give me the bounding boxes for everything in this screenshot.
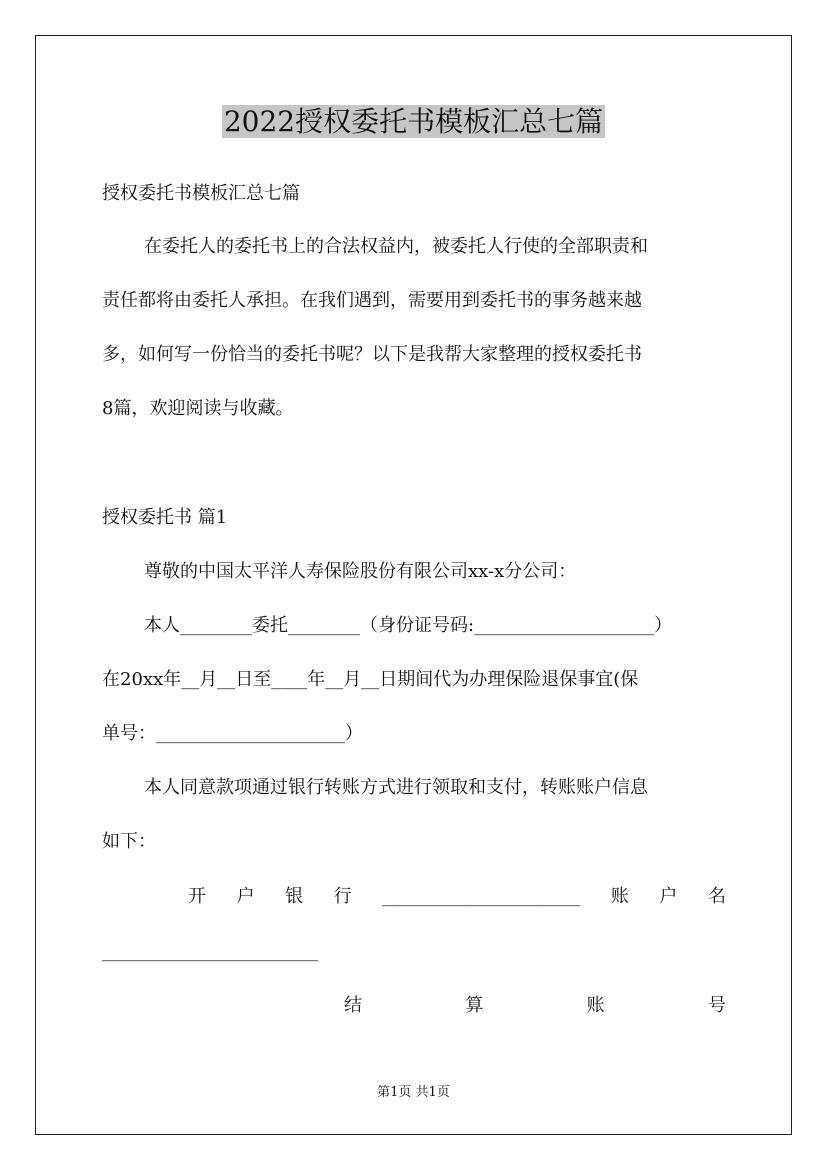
salutation: 尊敬的中国太平洋人寿保险股份有限公司xx-x分公司： xyxy=(144,561,577,582)
settlement-row-char: 号 xyxy=(707,995,726,1016)
bank-name-blank: ______________________ xyxy=(382,886,581,907)
account-name-blank: ________________________ xyxy=(102,941,318,962)
settlement-row-char: 账 xyxy=(586,995,605,1016)
bank-row-char: 开 xyxy=(188,886,206,907)
bank-info-row xyxy=(188,884,726,910)
intro-line: 8篇，欢迎阅读与收藏。 xyxy=(102,398,294,419)
bank-row-char: 名 xyxy=(707,886,726,907)
bank-row-char: 户 xyxy=(236,886,255,907)
intro-line: 在委托人的委托书上的合法权益内，被委托人行使的全部职责和 xyxy=(144,236,648,257)
section-heading: 授权委托书 篇1 xyxy=(102,507,228,528)
document-subtitle: 授权委托书模板汇总七篇 xyxy=(102,183,300,204)
settlement-row-char: 算 xyxy=(465,995,484,1016)
body-line: 本人同意款项通过银行转账方式进行领取和支付，转账账户信息 xyxy=(144,777,648,798)
document-title xyxy=(0,101,827,143)
settlement-account-row xyxy=(344,993,726,1019)
settlement-row-char: 结 xyxy=(344,995,362,1016)
bank-row-char: 账 xyxy=(610,886,629,907)
body-line: 如下： xyxy=(102,831,156,852)
page-number: 第1页 共1页 xyxy=(377,1085,450,1100)
bank-row-char: 银 xyxy=(285,886,304,907)
document-title-text: 2022授权委托书模板汇总七篇 xyxy=(223,105,604,138)
intro-line: 责任都将由委托人承担。在我们遇到，需要用到委托书的事务越来越 xyxy=(102,290,642,311)
bank-row-char: 户 xyxy=(659,886,678,907)
body-line: 在20xx年__月__日至____年__月__日期间代为办理保险退保事宜(保 xyxy=(102,669,639,690)
intro-line: 多，如何写一份恰当的委托书呢？以下是我帮大家整理的授权委托书 xyxy=(102,344,642,365)
body-line: 单号：_____________________） xyxy=(102,723,363,744)
bank-row-char: 行 xyxy=(333,886,352,907)
body-line: 本人________委托________（身份证号码:____________________） xyxy=(144,615,673,636)
